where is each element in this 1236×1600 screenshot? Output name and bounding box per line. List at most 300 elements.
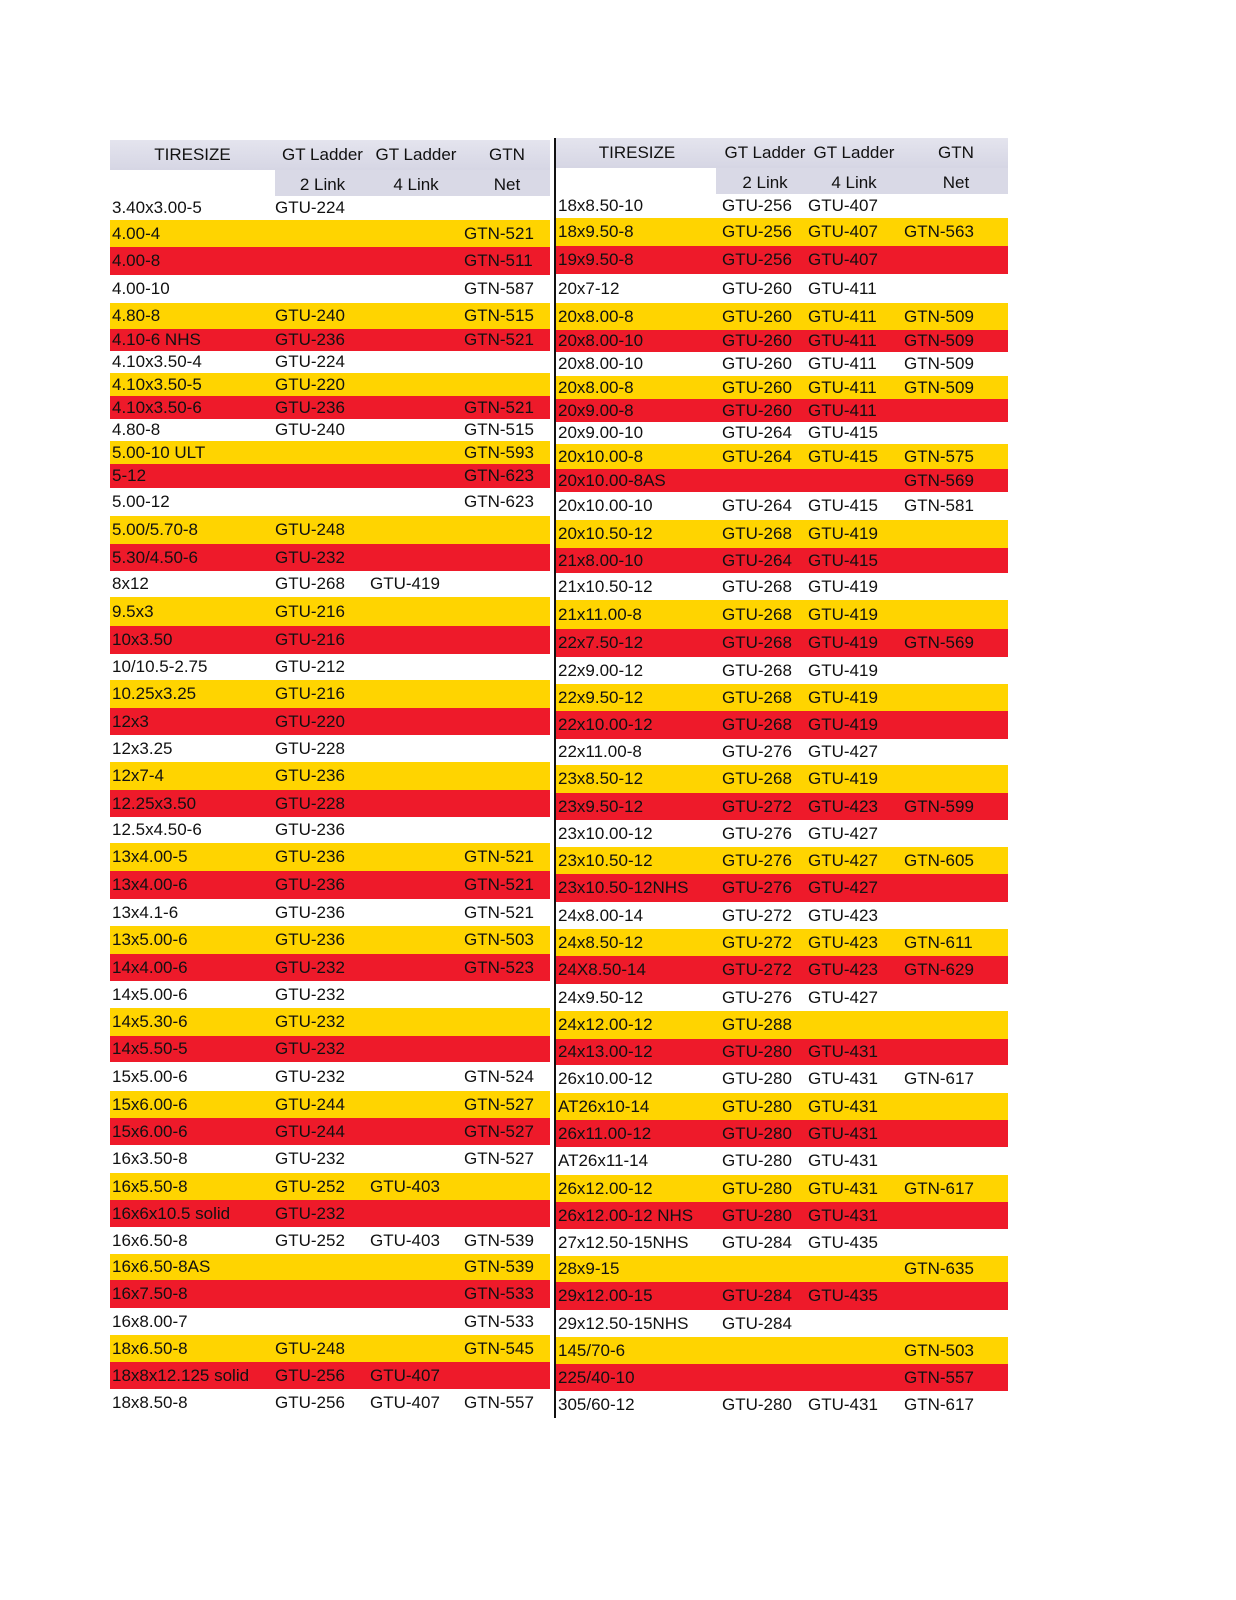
tire-size-cell: 15x5.00-6	[112, 1066, 188, 1086]
gtn-net-cell: GTN-623	[464, 466, 534, 485]
ladder-2-link-cell: GTU-256	[722, 222, 792, 241]
ladder-2-link-cell: GTU-264	[722, 550, 792, 570]
tire-size-cell: 14x4.00-6	[112, 957, 188, 977]
ladder-4-link-cell: GTU-411	[808, 306, 877, 326]
tire-size-cell: 4.00-8	[112, 251, 161, 270]
tire-size-cell: 9.5x3	[112, 601, 154, 621]
ladder-2-link-cell: GTU-284	[722, 1232, 792, 1252]
tire-size-cell: 14x5.00-6	[112, 984, 188, 1004]
gtn-net-cell: GTN-617	[904, 1178, 974, 1198]
tire-size-cell: 16x3.50-8	[112, 1149, 188, 1168]
ladder-2-link-cell: GTU-268	[722, 769, 792, 788]
ladder-2-link-cell: GTU-232	[275, 1066, 345, 1086]
ladder-4-link-cell: GTU-427	[808, 878, 878, 897]
ladder-2-link-cell: GTU-240	[275, 306, 345, 325]
right-table	[554, 138, 1008, 1418]
table-row	[556, 820, 1008, 847]
tire-size-cell: 15x6.00-6	[112, 1094, 188, 1114]
table-row	[556, 1039, 1008, 1065]
table-row	[556, 874, 1008, 902]
tire-size-cell: 20x8.00-8	[558, 306, 634, 326]
ladder-2-link-cell: GTU-260	[722, 400, 792, 420]
gtn-net-cell: GTN-533	[464, 1311, 534, 1331]
tire-size-cell: 22x10.00-12	[558, 715, 653, 734]
ladder-4-link-cell: GTU-415	[808, 550, 878, 570]
tire-size-cell: 15x6.00-6	[112, 1121, 188, 1141]
ladder-4-link-cell: GTU-431	[808, 1042, 878, 1061]
gtn-net-cell: GTN-521	[464, 902, 534, 922]
table-row	[110, 817, 550, 843]
ladder-4-link-cell: GTU-415	[808, 446, 878, 466]
ladder-4-link-cell: GTU-411	[808, 278, 877, 298]
table-row	[110, 1227, 550, 1254]
gtn-net-cell: GTN-524	[464, 1066, 534, 1086]
table-row	[110, 597, 550, 626]
ladder-2-link-cell: GTU-224	[275, 352, 345, 371]
header-gt-ladder-4: GT Ladder	[813, 143, 895, 162]
ladder-4-link-cell: GTU-435	[808, 1232, 878, 1252]
table-row	[556, 1175, 1008, 1202]
ladder-2-link-cell: GTU-268	[722, 687, 792, 707]
ladder-4-link-cell: GTU-431	[808, 1123, 878, 1143]
table-row	[556, 902, 1008, 929]
tire-size-cell: 13x4.00-6	[112, 875, 188, 894]
table-row	[110, 275, 550, 303]
ladder-2-link-cell: GTU-240	[275, 420, 345, 439]
tire-size-cell: 29x12.50-15NHS	[558, 1313, 689, 1333]
header-tiresize: TIRESIZE	[598, 143, 676, 162]
tire-size-cell: 13x5.00-6	[112, 930, 188, 949]
ladder-2-link-cell: GTU-276	[722, 878, 792, 897]
left-table-body	[110, 196, 550, 1416]
ladder-2-link-cell: GTU-268	[722, 524, 792, 543]
ladder-2-link-cell: GTU-220	[275, 374, 345, 394]
tire-size-cell: 5.30/4.50-6	[112, 547, 199, 567]
table-row	[556, 246, 1008, 274]
ladder-2-link-cell: GTU-260	[722, 377, 792, 397]
tire-size-cell: 10/10.5-2.75	[112, 657, 208, 676]
gtn-net-cell: GTN-521	[464, 330, 534, 349]
table-row	[556, 573, 1008, 600]
ladder-2-link-cell: GTU-280	[722, 1096, 792, 1116]
ladder-2-link-cell: GTU-256	[722, 250, 792, 269]
gtn-net-cell: GTN-539	[464, 1257, 534, 1276]
tire-size-cell: 10.25x3.25	[112, 684, 197, 703]
ladder-2-link-cell: GTU-232	[275, 547, 345, 567]
tire-size-cell: 12x7-4	[112, 766, 164, 785]
ladder-4-link-cell: GTU-419	[808, 633, 878, 652]
ladder-4-link-cell: GTU-411	[808, 377, 877, 397]
gtn-net-cell: GTN-575	[904, 446, 974, 466]
tire-size-cell: 12x3	[112, 711, 149, 731]
ladder-2-link-cell: GTU-232	[275, 1012, 345, 1031]
header-2-link: 2 Link	[716, 168, 808, 194]
tire-size-cell: 16x6x10.5 solid	[112, 1203, 231, 1223]
ladder-4-link-cell: GTU-431	[808, 1205, 878, 1225]
tire-size-cell: 22x11.00-8	[558, 742, 642, 761]
ladder-2-link-cell: GTU-272	[722, 960, 792, 979]
header-4-link: 4 Link	[808, 168, 900, 194]
gtn-net-cell: GTN-515	[464, 306, 534, 325]
ladder-4-link-cell: GTU-419	[808, 604, 878, 624]
ladder-2-link-cell: GTU-232	[275, 1203, 345, 1223]
gtn-net-cell: GTN-599	[904, 796, 974, 816]
ladder-2-link-cell: GTU-244	[275, 1094, 345, 1114]
tire-size-cell: 16x8.00-7	[112, 1311, 188, 1331]
gtn-net-cell: GTN-509	[904, 377, 974, 397]
ladder-2-link-cell: GTU-216	[275, 601, 345, 621]
table-row	[110, 926, 550, 954]
tire-size-cell: 5.00-10 ULT	[112, 442, 206, 462]
tire-size-cell: 4.10x3.50-5	[112, 374, 202, 394]
tire-size-cell: 20x10.00-8AS	[558, 470, 666, 490]
ladder-4-link-cell: GTU-419	[808, 576, 878, 596]
table-row	[556, 1364, 1008, 1391]
table-row	[556, 1011, 1008, 1039]
tire-size-cell: 21x11.00-8	[558, 604, 642, 624]
table-row	[110, 680, 550, 708]
ladder-2-link-cell: GTU-268	[275, 574, 345, 593]
tire-size-cell: 5-12	[112, 466, 147, 485]
table-row	[110, 419, 550, 441]
tire-size-cell: 23x9.50-12	[558, 796, 644, 816]
gtn-net-cell: GTN-527	[464, 1149, 534, 1168]
table-row	[110, 735, 550, 762]
gtn-net-cell: GTN-611	[904, 932, 973, 952]
tire-size-cell: 20x8.00-10	[558, 354, 644, 373]
gtn-net-cell: GTN-521	[464, 847, 534, 866]
ladder-4-link-cell: GTU-411	[808, 331, 877, 350]
gtn-net-cell: GTN-635	[904, 1259, 974, 1278]
table-row	[110, 1008, 550, 1036]
tire-size-cell: 24x9.50-12	[558, 987, 644, 1007]
ladder-2-link-cell: GTU-260	[722, 331, 792, 350]
ladder-2-link-cell: GTU-280	[722, 1151, 792, 1170]
ladder-2-link-cell: GTU-284	[722, 1313, 792, 1333]
table-row	[110, 708, 550, 735]
table-row	[556, 1282, 1008, 1310]
ladder-2-link-cell: GTU-276	[722, 850, 792, 870]
table-row	[110, 981, 550, 1008]
ladder-2-link-cell: GTU-280	[722, 1205, 792, 1225]
table-row	[556, 330, 1008, 352]
tire-size-cell: 20x8.00-8	[558, 377, 634, 397]
ladder-2-link-cell: GTU-268	[722, 604, 792, 624]
ladder-2-link-cell: GTU-272	[722, 932, 792, 952]
header-tiresize: TIRESIZE	[154, 145, 231, 164]
ladder-2-link-cell: GTU-264	[722, 423, 792, 442]
ladder-4-link-cell: GTU-411	[808, 400, 877, 420]
table-row	[110, 571, 550, 597]
gtn-net-cell: GTN-593	[464, 442, 534, 462]
tire-size-cell: 18x8x12.125 solid	[112, 1365, 250, 1385]
right-header-row-1	[556, 138, 1008, 168]
header-blank	[556, 168, 716, 194]
tire-size-cell: 4.10x3.50-4	[112, 352, 202, 371]
gtn-net-cell: GTN-563	[904, 222, 974, 241]
gtn-net-cell: GTN-629	[904, 960, 974, 979]
ladder-2-link-cell: GTU-248	[275, 520, 345, 539]
tire-size-cell: 20x10.00-8	[558, 446, 644, 466]
ladder-2-link-cell: GTU-276	[722, 987, 792, 1007]
gtn-net-cell: GTN-539	[464, 1230, 534, 1250]
tire-size-cell: 14x5.30-6	[112, 1012, 188, 1031]
table-row	[556, 984, 1008, 1011]
table-row	[110, 303, 550, 329]
table-row	[110, 351, 550, 373]
table-row	[110, 1308, 550, 1335]
ladder-2-link-cell: GTU-272	[722, 796, 792, 816]
ladder-2-link-cell: GTU-236	[275, 875, 345, 894]
gtn-net-cell: GTN-509	[904, 331, 974, 350]
table-row	[556, 1065, 1008, 1093]
table-row	[556, 1202, 1008, 1229]
tire-size-cell: 29x12.00-15	[558, 1286, 653, 1305]
table-row	[556, 847, 1008, 874]
tire-size-cell: 24x8.50-12	[558, 932, 644, 952]
ladder-4-link-cell: GTU-415	[808, 496, 878, 515]
header-gt-ladder-2: GT Ladder	[282, 145, 363, 164]
tire-size-cell: 24x13.00-12	[558, 1042, 653, 1061]
ladder-4-link-cell: GTU-407	[370, 1392, 440, 1412]
ladder-4-link-cell: GTU-407	[370, 1365, 440, 1385]
tire-size-cell: 22x9.00-12	[558, 660, 644, 680]
table-row	[110, 1254, 550, 1280]
table-row	[110, 329, 550, 351]
gtn-net-cell: GTN-545	[464, 1338, 534, 1358]
ladder-4-link-cell: GTU-419	[808, 687, 878, 707]
ladder-4-link-cell: GTU-431	[808, 1394, 878, 1414]
tire-size-cell: 4.10-6 NHS	[112, 330, 201, 349]
table-row	[110, 1280, 550, 1308]
tire-size-cell: 18x8.50-8	[112, 1392, 188, 1412]
ladder-4-link-cell: GTU-427	[808, 987, 878, 1007]
gtn-net-cell: GTN-521	[464, 223, 534, 243]
table-row	[110, 1335, 550, 1362]
ladder-4-link-cell: GTU-427	[808, 742, 878, 761]
table-row	[556, 1229, 1008, 1256]
tire-size-cell: 23x10.00-12	[558, 823, 653, 843]
table-row	[556, 600, 1008, 629]
gtn-net-cell: GTN-557	[904, 1367, 974, 1387]
tire-size-cell: 20x7-12	[558, 278, 620, 298]
ladder-4-link-cell: GTU-403	[370, 1176, 440, 1196]
tire-size-cell: 18x8.50-10	[558, 196, 644, 215]
tire-size-cell: 12.5x4.50-6	[112, 820, 202, 839]
table-row	[110, 954, 550, 981]
tire-size-cell: 4.10x3.50-6	[112, 397, 202, 417]
ladder-4-link-cell: GTU-427	[808, 823, 878, 843]
tire-size-cell: 23x10.50-12NHS	[558, 878, 689, 897]
ladder-4-link-cell: GTU-415	[808, 423, 878, 442]
ladder-2-link-cell: GTU-260	[722, 354, 792, 373]
table-row	[556, 303, 1008, 330]
gtn-net-cell: GTN-509	[904, 354, 974, 373]
ladder-4-link-cell: GTU-407	[808, 250, 878, 269]
table-row	[556, 444, 1008, 469]
table-row	[110, 488, 550, 516]
table-row	[556, 711, 1008, 739]
ladder-2-link-cell: GTU-236	[275, 397, 345, 417]
table-row	[556, 274, 1008, 303]
table-row	[556, 399, 1008, 422]
ladder-4-link-cell: GTU-419	[808, 660, 878, 680]
tire-size-cell: 13x4.00-5	[112, 847, 188, 866]
ladder-2-link-cell: GTU-256	[275, 1392, 345, 1412]
header-gt-ladder-4: GT Ladder	[375, 145, 457, 164]
tire-size-cell: 16x6.50-8AS	[112, 1257, 211, 1276]
ladder-4-link-cell: GTU-419	[808, 715, 878, 734]
ladder-2-link-cell: GTU-224	[275, 198, 345, 217]
ladder-2-link-cell: GTU-276	[722, 823, 792, 843]
ladder-4-link-cell: GTU-431	[808, 1178, 878, 1198]
table-row	[556, 1337, 1008, 1364]
tire-size-cell: 16x5.50-8	[112, 1176, 188, 1196]
ladder-2-link-cell: GTU-228	[275, 738, 345, 758]
ladder-2-link-cell: GTU-236	[275, 930, 345, 949]
table-row	[110, 1062, 550, 1091]
table-row	[556, 956, 1008, 984]
ladder-4-link-cell: GTU-419	[808, 524, 878, 543]
ladder-2-link-cell: GTU-280	[722, 1069, 792, 1088]
tire-size-cell: 22x7.50-12	[558, 633, 644, 652]
table-row	[556, 376, 1008, 399]
tire-size-cell: 14x5.50-5	[112, 1039, 188, 1058]
ladder-2-link-cell: GTU-220	[275, 711, 345, 731]
ladder-2-link-cell: GTU-216	[275, 630, 345, 649]
gtn-net-cell: GTN-515	[464, 420, 534, 439]
ladder-2-link-cell: GTU-236	[275, 330, 345, 349]
table-row	[110, 1118, 550, 1145]
tire-size-cell: AT26x10-14	[558, 1096, 650, 1116]
table-row	[110, 871, 550, 899]
tire-size-cell: 4.80-8	[112, 306, 161, 325]
ladder-2-link-cell: GTU-212	[275, 657, 345, 676]
table-row	[110, 626, 550, 654]
tire-size-cell: 26x12.00-12 NHS	[558, 1205, 694, 1225]
tire-size-cell: 18x9.50-8	[558, 222, 634, 241]
tire-size-cell: 4.00-4	[112, 223, 161, 243]
gtn-net-cell: GTN-527	[464, 1121, 534, 1141]
tire-size-cell: 20x9.00-8	[558, 400, 634, 420]
tire-size-cell: 12x3.25	[112, 738, 173, 758]
table-row	[110, 654, 550, 680]
ladder-2-link-cell: GTU-288	[722, 1015, 792, 1034]
ladder-2-link-cell: GTU-252	[275, 1176, 345, 1196]
tire-size-cell: 26x12.00-12	[558, 1178, 653, 1198]
ladder-2-link-cell: GTU-248	[275, 1338, 345, 1358]
ladder-2-link-cell: GTU-260	[722, 278, 792, 298]
tire-size-cell: 22x9.50-12	[558, 687, 644, 707]
tire-size-cell: 13x4.1-6	[112, 902, 179, 922]
ladder-2-link-cell: GTU-268	[722, 660, 792, 680]
table-row	[556, 765, 1008, 793]
gtn-net-cell: GTN-521	[464, 875, 534, 894]
ladder-4-link-cell: GTU-407	[808, 222, 878, 241]
tire-size-cell: 305/60-12	[558, 1394, 635, 1414]
tire-size-cell: 26x10.00-12	[558, 1069, 653, 1088]
tire-size-cell: 23x8.50-12	[558, 769, 644, 788]
tire-size-cell: 21x10.50-12	[558, 576, 653, 596]
tire-size-cell: 4.00-10	[112, 279, 170, 298]
right-table-body	[556, 194, 1008, 1418]
ladder-4-link-cell: GTU-431	[808, 1069, 878, 1088]
ladder-4-link-cell: GTU-431	[808, 1151, 878, 1170]
table-row	[556, 1310, 1008, 1337]
tire-size-cell: 3.40x3.00-5	[112, 198, 202, 217]
tire-size-cell: 4.80-8	[112, 420, 161, 439]
table-row	[556, 1147, 1008, 1175]
tire-size-cell: 28x9-15	[558, 1259, 620, 1278]
ladder-2-link-cell: GTU-280	[722, 1042, 792, 1061]
table-row	[556, 929, 1008, 956]
ladder-4-link-cell: GTU-435	[808, 1286, 878, 1305]
header-4-link: 4 Link	[370, 170, 462, 196]
table-row	[556, 1391, 1008, 1418]
ladder-2-link-cell: GTU-264	[722, 446, 792, 466]
gtn-net-cell: GTN-557	[464, 1392, 534, 1412]
table-row	[556, 684, 1008, 711]
table-row	[110, 790, 550, 817]
tire-size-cell: 26x11.00-12	[558, 1123, 652, 1143]
ladder-2-link-cell: GTU-244	[275, 1121, 345, 1141]
table-row	[556, 548, 1008, 573]
ladder-2-link-cell: GTU-268	[722, 715, 792, 734]
table-row	[556, 194, 1008, 218]
ladder-4-link-cell: GTU-423	[808, 960, 878, 979]
ladder-2-link-cell: GTU-268	[722, 633, 792, 652]
gtn-net-cell: GTN-527	[464, 1094, 534, 1114]
header-gtn: GTN	[938, 143, 974, 162]
ladder-2-link-cell: GTU-256	[722, 196, 792, 215]
ladder-4-link-cell: GTU-423	[808, 905, 878, 925]
ladder-2-link-cell: GTU-236	[275, 847, 345, 866]
tire-size-cell: 16x7.50-8	[112, 1284, 188, 1303]
tire-size-cell: 24X8.50-14	[558, 960, 646, 979]
table-row	[556, 492, 1008, 520]
gtn-net-cell: GTN-523	[464, 957, 534, 977]
gtn-net-cell: GTN-587	[464, 279, 534, 298]
ladder-2-link-cell: GTU-276	[722, 742, 792, 761]
table-row	[110, 1200, 550, 1227]
table-row	[110, 843, 550, 871]
ladder-4-link-cell: GTU-411	[808, 354, 877, 373]
table-row	[556, 657, 1008, 684]
ladder-2-link-cell: GTU-216	[275, 684, 345, 703]
tire-size-cell: 24x8.00-14	[558, 905, 644, 925]
table-row	[110, 196, 550, 220]
tire-size-cell: 10x3.50	[112, 630, 173, 649]
header-net: Net	[900, 168, 1008, 194]
ladder-4-link-cell: GTU-423	[808, 796, 878, 816]
ladder-2-link-cell: GTU-236	[275, 902, 345, 922]
gtn-net-cell: GTN-521	[464, 397, 534, 417]
left-table	[110, 140, 550, 1416]
table-row	[556, 793, 1008, 820]
table-row	[110, 441, 550, 464]
gtn-net-cell: GTN-503	[464, 930, 534, 949]
table-row	[556, 520, 1008, 548]
table-row	[110, 1091, 550, 1118]
tire-size-cell: 5.00-12	[112, 492, 170, 511]
table-row	[110, 1145, 550, 1173]
tire-size-cell: 12.25x3.50	[112, 793, 197, 813]
ladder-2-link-cell: GTU-280	[722, 1123, 792, 1143]
ladder-4-link-cell: GTU-403	[370, 1230, 440, 1250]
table-row	[556, 422, 1008, 444]
tire-size-cell: 19x9.50-8	[558, 250, 634, 269]
table-row	[110, 220, 550, 247]
